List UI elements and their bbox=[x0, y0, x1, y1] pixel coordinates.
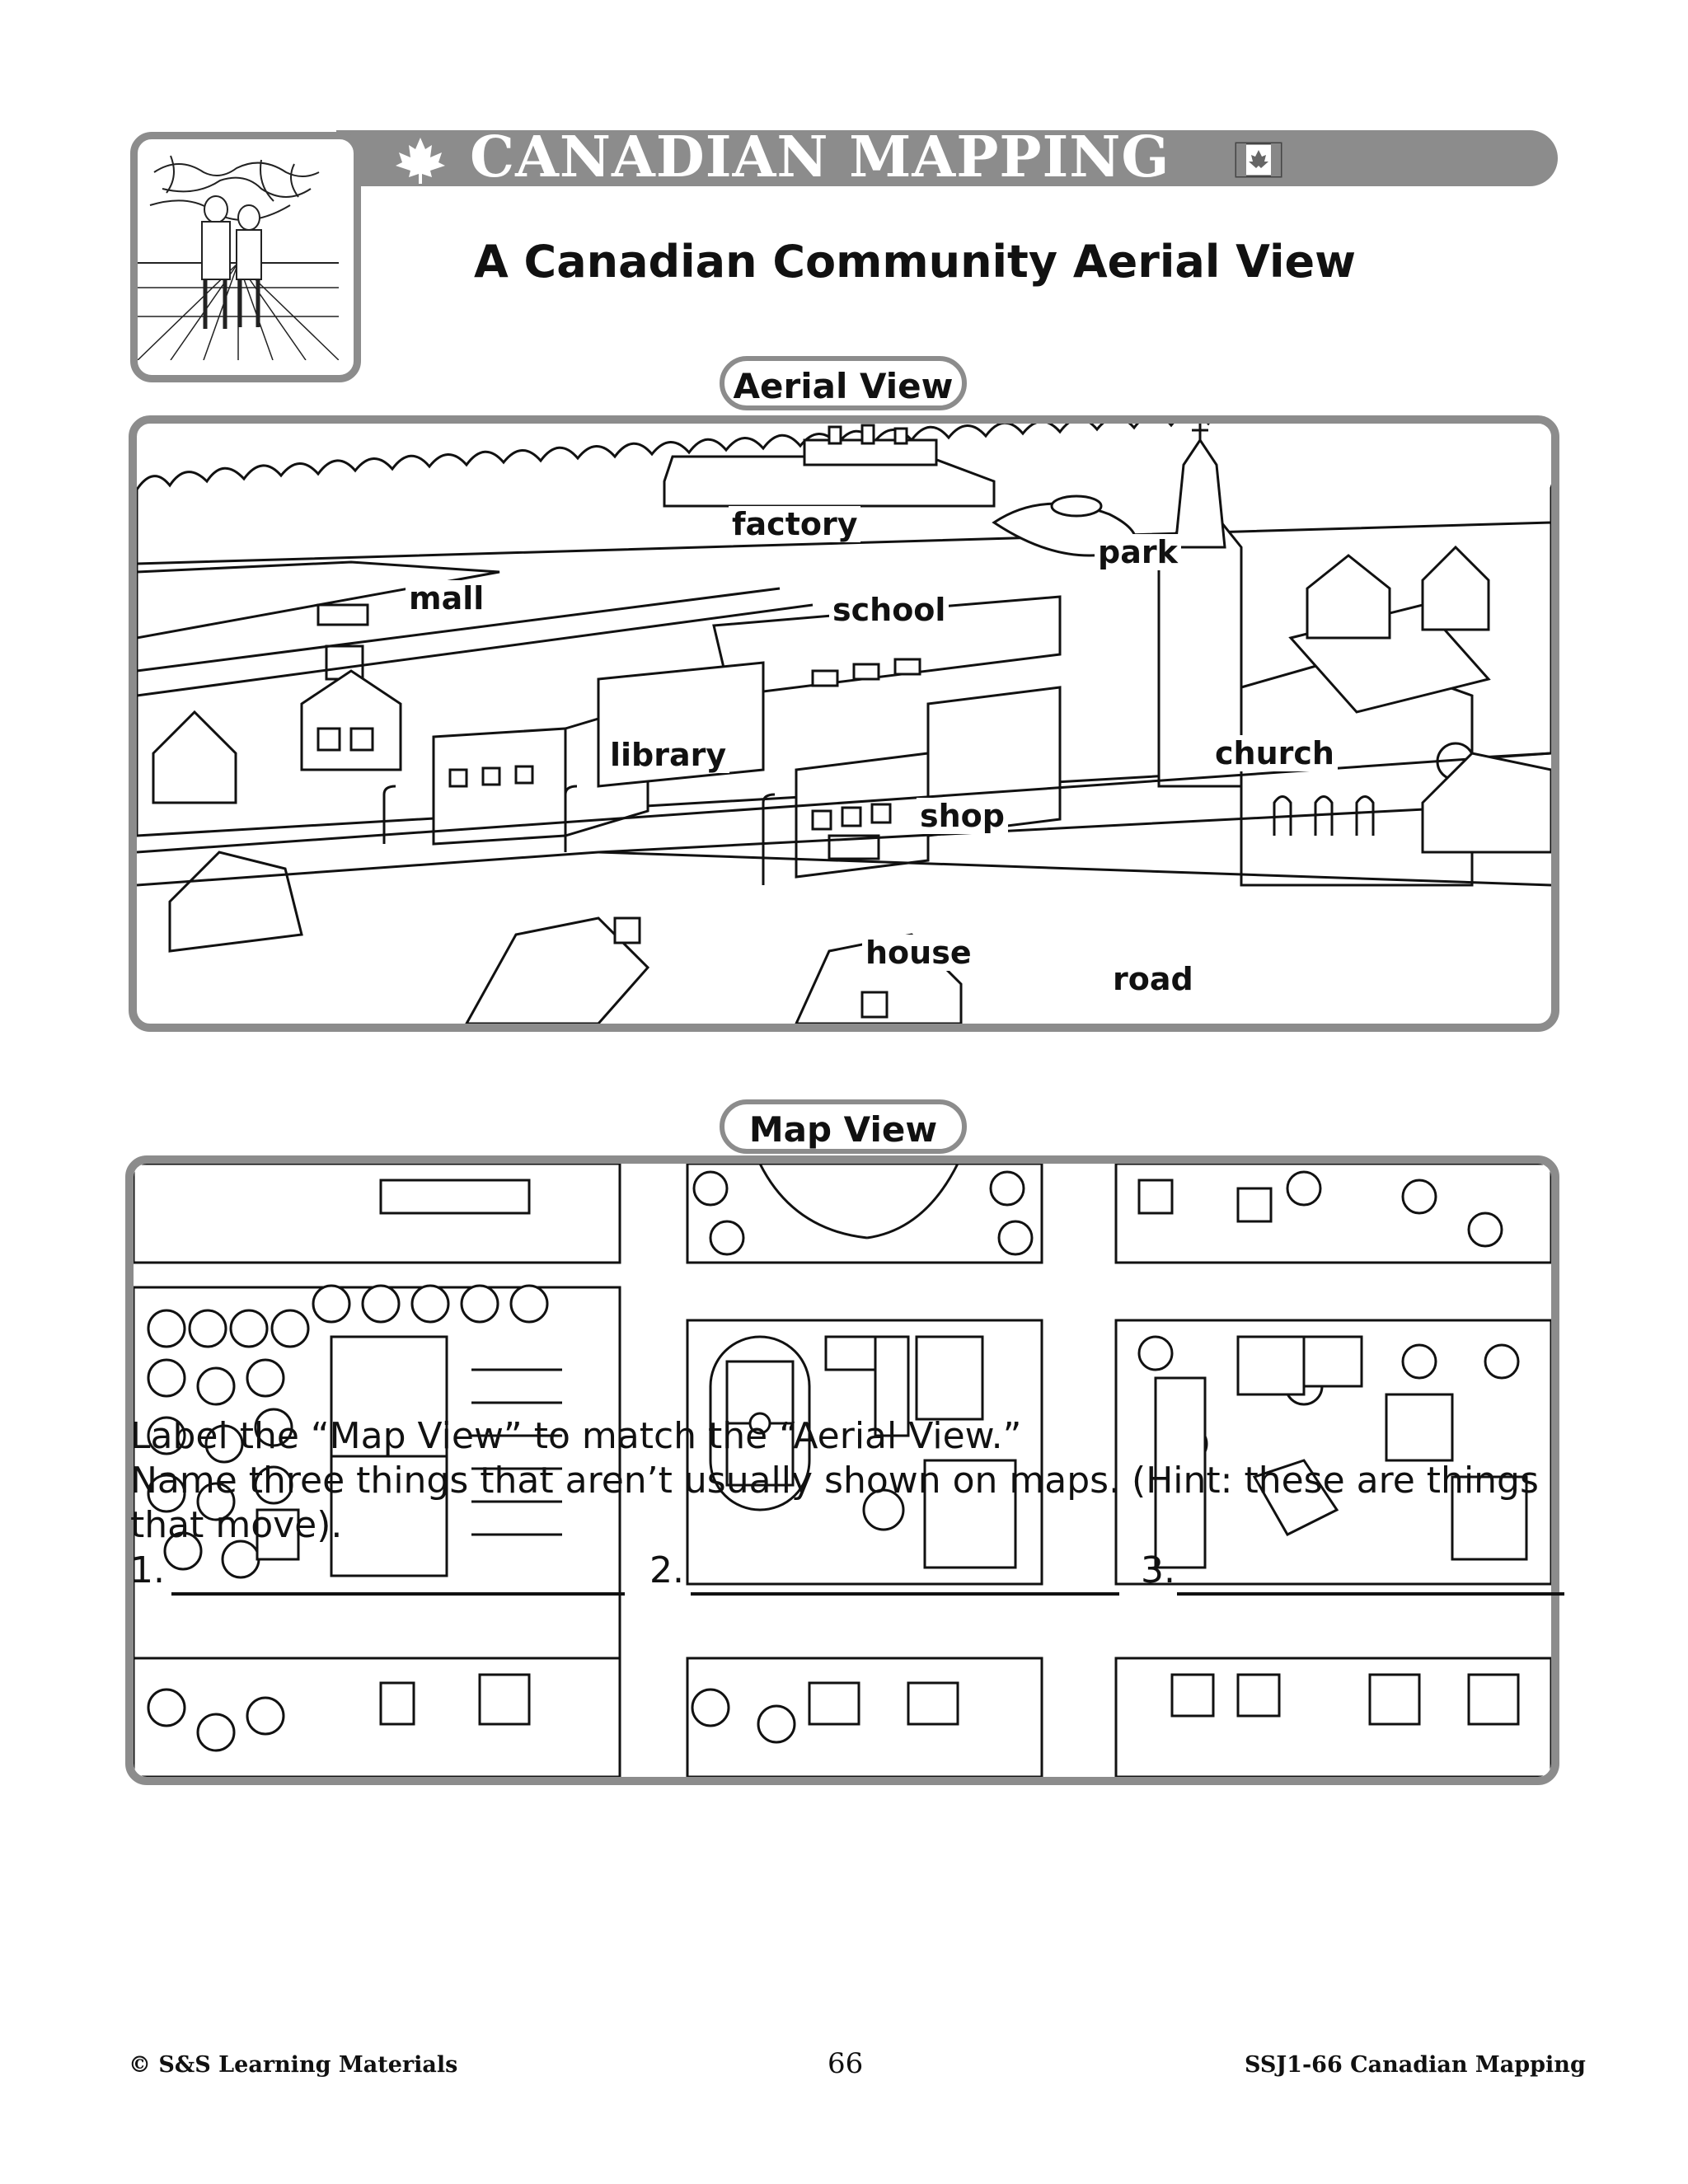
answer-blanks bbox=[130, 1549, 1564, 1599]
answer-number: 2. bbox=[649, 1549, 684, 1591]
globe-children-icon bbox=[138, 139, 339, 360]
aerial-label-mall: mall bbox=[406, 580, 487, 616]
instruction-name-three: Name three things that aren’t usually shown on maps. (Hint: these are things that move). bbox=[130, 1460, 1539, 1546]
aerial-view-pill: Aerial View bbox=[720, 356, 967, 410]
answer-line bbox=[691, 1592, 1119, 1596]
answer-line bbox=[171, 1592, 625, 1596]
logo-box bbox=[130, 132, 361, 382]
answer-line bbox=[1177, 1592, 1564, 1596]
footer-copyright: © S&S Learning Materials bbox=[129, 2052, 458, 2078]
answer-blank-2[interactable] bbox=[649, 1549, 1119, 1596]
aerial-label-church: church bbox=[1212, 735, 1338, 771]
maple-leaf-icon bbox=[394, 136, 447, 184]
aerial-label-factory: factory bbox=[729, 506, 860, 542]
map-view-pill: Map View bbox=[720, 1099, 967, 1154]
aerial-label-house: house bbox=[862, 935, 975, 971]
answer-blank-1[interactable] bbox=[130, 1549, 625, 1596]
aerial-label-school: school bbox=[829, 592, 949, 628]
banner-title: CANADIAN MAPPING bbox=[470, 124, 1170, 190]
aerial-label-road: road bbox=[1109, 961, 1197, 997]
aerial-label-library: library bbox=[607, 737, 729, 773]
instruction-label-map: Label the “Map View” to match the “Aerial View.” bbox=[130, 1415, 1022, 1457]
aerial-label-park: park bbox=[1095, 534, 1181, 570]
answer-number: 1. bbox=[130, 1549, 165, 1591]
flag-icon bbox=[1235, 140, 1284, 181]
answer-number: 3. bbox=[1141, 1549, 1175, 1591]
aerial-label-shop: shop bbox=[917, 798, 1008, 834]
footer-book-code: SSJ1-66 Canadian Mapping bbox=[1245, 2052, 1586, 2078]
footer-page-number: 66 bbox=[828, 2047, 864, 2080]
answer-blank-3[interactable] bbox=[1141, 1549, 1564, 1596]
aerial-view-panel bbox=[129, 415, 1559, 1032]
page-title: A Canadian Community Aerial View bbox=[473, 236, 1357, 288]
